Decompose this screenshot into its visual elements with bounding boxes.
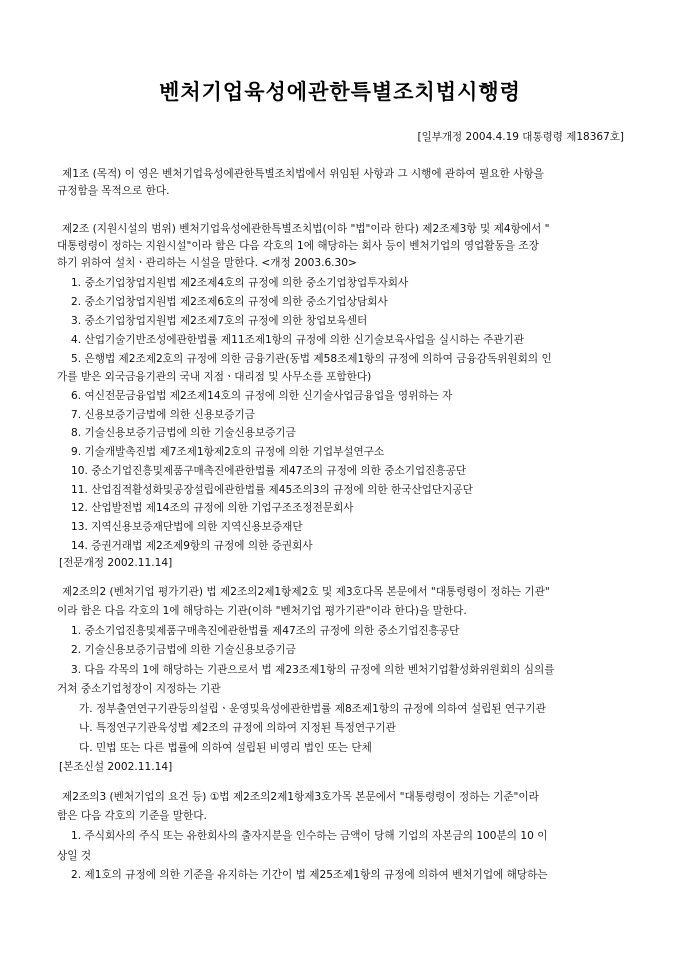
list-item: 상일 것 — [57, 850, 92, 862]
list-item: 8. 기술신용보증기금법에 의한 기술신용보증기금 — [71, 427, 296, 439]
article-2-2-text: 이라 함은 다음 각호의 1에 해당하는 기관(이하 "벤처기업 평가기관"이라 한다)을 말한다. — [57, 605, 467, 617]
article-2-text: 하기 위하여 설치ㆍ관리하는 시설을 말한다. <개정 2003.6.30> — [57, 257, 357, 269]
list-item: 9. 기술개발촉진법 제7조제1항제2호의 규정에 의한 기업부설연구소 — [71, 446, 385, 458]
amendment-note: [일부개정 2004.4.19 대통령령 제18367호] — [417, 131, 624, 143]
list-item: 13. 지역신용보증재단법에 의한 지역신용보증재단 — [71, 521, 303, 533]
article-1-text: 제1조 (목적) 이 영은 벤처기업육성에관한특별조치법에서 위임된 사항과 그 시행에 관하여 필요한 사항을 — [62, 168, 544, 180]
revision-note: [본조신설 2002.11.14] — [59, 761, 173, 773]
list-item: 14. 증권거래법 제2조제9항의 규정에 의한 증권회사 — [71, 540, 313, 552]
list-item: 11. 산업집적활성화및공장설립에관한법률 제45조의3의 규정에 의한 한국산업단지공단 — [71, 484, 473, 496]
article-2-2-text: 제2조의2 (벤처기업 평가기관) 법 제2조의2제1항제2호 및 제3호다목 본문에서 "대통령령이 정하는 기관" — [62, 586, 550, 598]
list-item: 6. 여신전문금융업법 제2조제14호의 규정에 의한 신기술사업금융업을 영위하는 자 — [71, 390, 453, 402]
sub-item: 가. 정부출연연구기관등의설립ㆍ운영및육성에관한법률 제8조제1항의 규정에 의하여 설립된 연구기관 — [79, 703, 546, 715]
list-item: 2. 기술신용보증기금법에 의한 기술신용보증기금 — [71, 644, 296, 656]
sub-item: 다. 민법 또는 다른 법률에 의하여 설립된 비영리 법인 또는 단체 — [79, 742, 372, 754]
article-2-text: 대통령령이 정하는 지원시설"이라 함은 다음 각호의 1에 해당하는 회사 등이 벤처기업의 영업활동을 조장 — [57, 240, 539, 252]
article-2-3-text: 제2조의3 (벤처기업의 요건 등) ①법 제2조의2제1항제3호가목 본문에서 "대통령령이 정하는 기준"이라 — [62, 791, 539, 803]
list-item: 2. 제1호의 규정에 의한 기준을 유지하는 기간이 법 제25조제1항의 규정에 의하여 벤처기업에 해당하는 — [71, 869, 548, 881]
list-item: 가를 받은 외국금융기관의 국내 지점ㆍ대리점 및 사무소를 포함한다) — [57, 371, 372, 383]
list-item: 3. 다음 각목의 1에 해당하는 기관으로서 법 제23조제1항의 규정에 의한 벤처기업활성화위원회의 심의를 — [71, 664, 555, 676]
list-item: 10. 중소기업진흥및제품구매촉진에관한법률 제47조의 규정에 의한 중소기업진흥공단 — [71, 465, 467, 477]
list-item: 1. 중소기업진흥및제품구매촉진에관한법률 제47조의 규정에 의한 중소기업진흥공단 — [71, 625, 460, 637]
page-title: 벤처기업육성에관한특별조치법시행령 — [159, 79, 521, 104]
list-item: 7. 신용보증기금법에 의한 신용보증기금 — [71, 409, 255, 421]
article-2-text: 제2조 (지원시설의 범위) 벤처기업육성에관한특별조치법(이하 "법"이라 한다) 제2조제3항 및 제4항에서 " — [62, 223, 550, 235]
list-item: 4. 산업기술기반조성에관한법률 제11조제1항의 규정에 의한 신기술보육사업을 실시하는 주관기관 — [71, 334, 525, 346]
revision-note: [전문개정 2002.11.14] — [59, 557, 173, 569]
article-1-text: 규정함을 목적으로 한다. — [57, 185, 170, 197]
sub-item: 나. 특정연구기관육성법 제2조의 규정에 의하여 지정된 특정연구기관 — [79, 722, 396, 734]
list-item: 거쳐 중소기업청장이 지정하는 기관 — [57, 683, 221, 695]
article-2-3-text: 함은 다음 각호의 기준을 말한다. — [57, 810, 207, 822]
list-item: 12. 산업발전법 제14조의 규정에 의한 기업구조조정전문회사 — [71, 502, 354, 514]
list-item: 2. 중소기업창업지원법 제2조제6호의 규정에 의한 중소기업상담회사 — [71, 296, 388, 308]
list-item: 3. 중소기업창업지원법 제2조제7호의 규정에 의한 창업보육센터 — [71, 315, 368, 327]
list-item: 5. 은행법 제2조제2호의 규정에 의한 금융기관(동법 제58조제1항의 규정에 의하여 금융감독위원회의 인 — [71, 353, 552, 365]
list-item: 1. 주식회사의 주식 또는 유한회사의 출자지분을 인수하는 금액이 당해 기업의 자본금의 100분의 10 이 — [71, 830, 548, 842]
list-item: 1. 중소기업창업지원법 제2조제4호의 규정에 의한 중소기업창업투자회사 — [71, 277, 409, 289]
